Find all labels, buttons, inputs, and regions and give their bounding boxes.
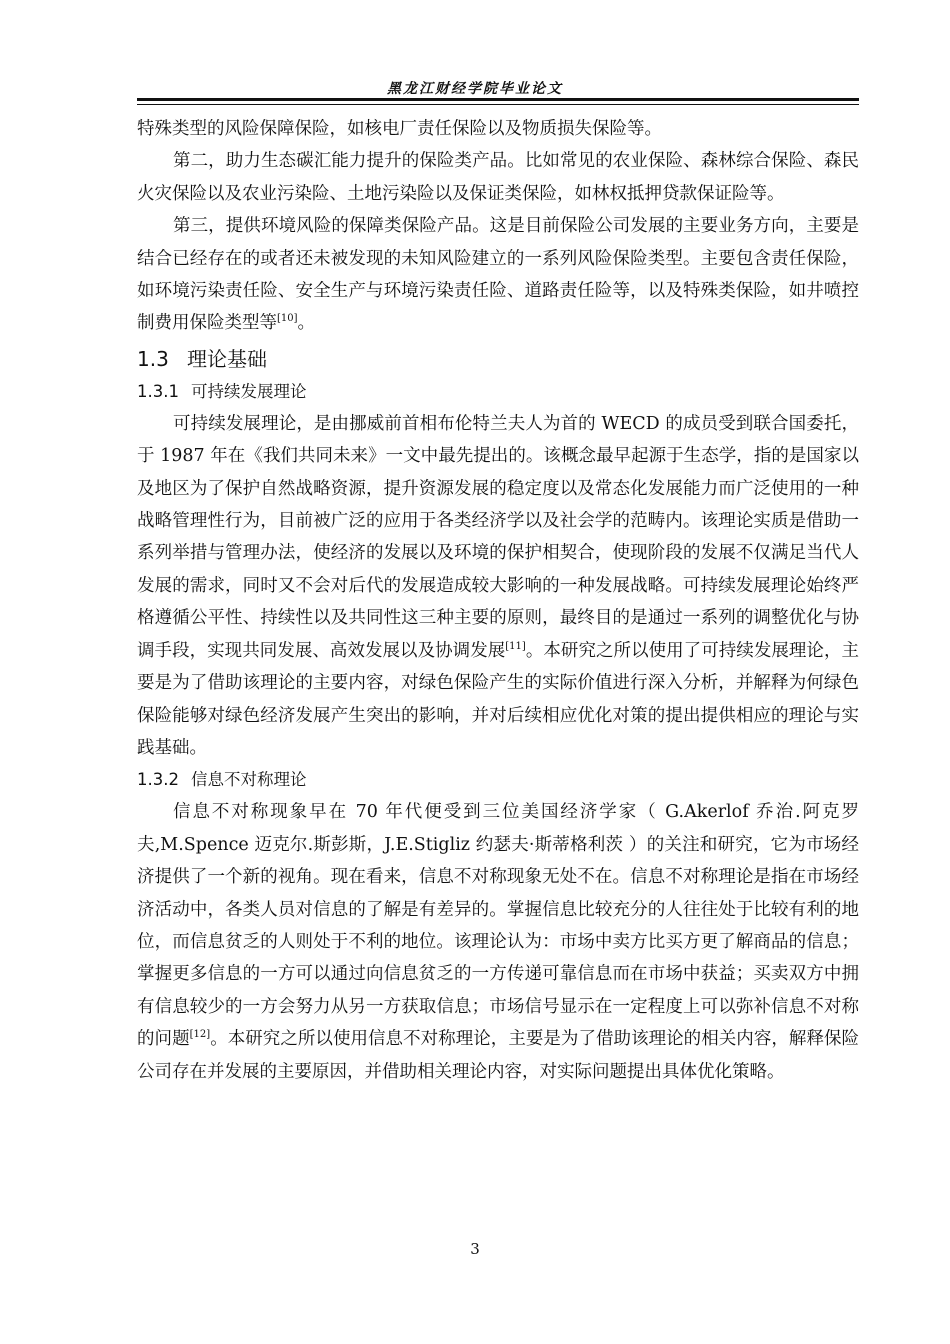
paragraph-1: 特殊类型的风险保障保险，如核电厂责任保险以及物质损失保险等。 [137, 119, 662, 139]
section-heading [137, 342, 859, 376]
subsection-heading-2 [137, 764, 859, 796]
subsection-2-number: 1.3.2 [137, 770, 179, 790]
subsection-heading-1 [137, 376, 859, 408]
page-number: 3 [470, 1240, 480, 1258]
subsection-1-paragraph [137, 408, 859, 764]
citation-12: [12] [189, 1029, 211, 1041]
subsection-2-title: 信息不对称理论 [191, 770, 307, 790]
section-title: 理论基础 [187, 346, 267, 371]
subsection-2-text-a: 信息不对称现象早在 70 年代便受到三位美国经济学家（ G.Akerlof 乔治.阿克罗夫,M.Spence 迈克尔.斯彭斯，J.E.Stigliz 约瑟夫·斯蒂格利茨 ）的关注和研究，它为市场经济提供了一个新的视角。现在看来，信息不对称现象无处不在。信息不对称理论是指在市场经济活动中，各类人员对信息的了解是有差异的。掌握信息比较充分的人往往处于比较有利的地位，而信息贫乏的人则处于不利的地位。该理论认为：市场中卖方比买方更了解商品的信息；掌握更多信息的一方可以通过向信息贫乏的一方传递可靠信息而在市场中获益；买卖双方中拥有信息较少的一方会努力从另一方获取信息；市场信号显示在一定程度上可以弥补信息不对称的问题 [137, 802, 859, 1050]
subsection-1-text-b: 。本研究之所以使用了可持续发展理论，主要是为了借助该理论的主要内容，对绿色保险产生的实际价值进行深入分析，并解释为何绿色保险能够对绿色经济发展产生突出的影响，并对后续相应优化对策的提出提供相应的理论与实践基础。 [137, 640, 860, 758]
subsection-2-paragraph [137, 796, 859, 1088]
paragraph-3-end: 。 [297, 313, 316, 334]
running-header: 黑龙江财经学院毕业论文 [387, 81, 563, 97]
subsection-1-text-a: 可持续发展理论，是由挪威前首相布伦特兰夫人为首的 WECD 的成员受到联合国委托，于 1987 年在《我们共同未来》一文中最先提出的。该概念最早起源于生态学，指的是国家以及地区为了保护自然战略资源，提升资源发展的稳定度以及常态化发展能力而广泛使用的一种战略管理性行为，目前被广泛的应用于各类经济学以及社会学的范畴内。该理论实质是借助一系列举措与管理办法，使经济的发展以及环境的保护相契合，使现阶段的发展不仅满足当代人发展的需求，同时又不会对后代的发展造成较大影响的一种发展战略。可持续发展理论始终严格遵循公平性、持续性以及共同性这三种主要的原则，最终目的是通过一系列的调整优化与协调手段，实现共同发展、高效发展以及协调发展 [137, 413, 859, 661]
body-content [137, 113, 859, 1088]
citation-10: [10] [277, 313, 298, 325]
section-number: 1.3 [137, 346, 169, 371]
header-rule-thin [137, 104, 859, 105]
subsection-1-number: 1.3.1 [137, 381, 179, 401]
citation-11: [11] [505, 640, 526, 652]
subsection-1-title: 可持续发展理论 [191, 381, 307, 401]
header-rule-thick [137, 98, 859, 101]
subsection-2-text-b: 。本研究之所以使用信息不对称理论，主要是为了借助该理论的相关内容，解释保险公司存在并发展的主要原因，并借助相关理论内容，对实际问题提出具体优化策略。 [137, 1029, 860, 1082]
paragraph-2: 第二，助力生态碳汇能力提升的保险类产品。比如常见的农业保险、森林综合保险、森民火灾保险以及农业污染险、土地污染险以及保证类保险，如林权抵押贷款保证险等。 [137, 151, 859, 204]
paragraph-3-text: 第三，提供环境风险的保障类保险产品。这是目前保险公司发展的主要业务方向，主要是结合已经存在的或者还未被发现的未知风险建立的一系列风险保险类型。主要包含责任保险，如环境污染责任险、安全生产与环境污染责任险、道路责任险等，以及特殊类保险，如井喷控制费用保险类型等 [137, 216, 859, 334]
paragraph-3 [137, 210, 859, 340]
